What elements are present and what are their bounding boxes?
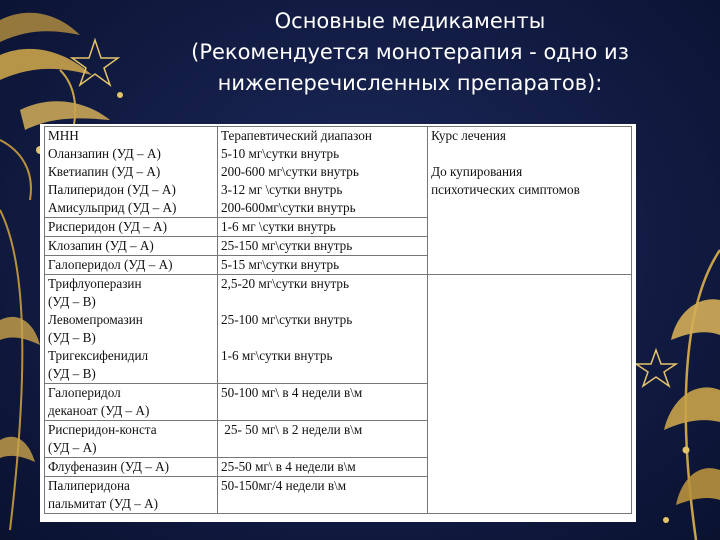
course-cell-empty xyxy=(428,275,632,514)
drug-name-cell xyxy=(45,477,218,514)
floral-ornament-left-stem xyxy=(0,200,45,540)
dose-text: 200-600мг\сутки внутрь xyxy=(221,200,356,215)
dose-text: 2,5-20 мг\сутки внутрь xyxy=(221,276,349,291)
medication-table xyxy=(44,126,632,514)
floral-ornament-bottom-right xyxy=(636,240,720,540)
drug-name: Палиперидон (УД – А) xyxy=(48,182,176,197)
header-course: Курс лечения xyxy=(431,128,506,143)
course-cell xyxy=(428,127,632,275)
drug-names-cell xyxy=(45,127,218,218)
course-text-line-2: психотических симптомов xyxy=(431,182,580,197)
dose-text: 25-150 мг\сутки внутрь xyxy=(218,237,428,256)
dose-text: 50-150мг/4 недели в\м xyxy=(218,477,428,514)
dose-text: 3-12 мг \сутки внутрь xyxy=(221,182,343,197)
dose-text: 1-6 мг\сутки внутрь xyxy=(221,348,333,363)
title-line-1: Основные медикаменты xyxy=(274,9,546,33)
drug-name: Амисульприд (УД – А) xyxy=(48,200,177,215)
dose-text: 1-6 мг \сутки внутрь xyxy=(218,218,428,237)
drug-name: деканоат (УД – А) xyxy=(48,403,150,418)
title-line-2: (Рекомендуется монотерапия - одно из xyxy=(191,40,629,64)
dose-text: 25-50 мг\ в 4 недели в\м xyxy=(218,458,428,477)
drug-name: Рисперидон-конста xyxy=(48,422,157,437)
dose-cell xyxy=(218,127,428,218)
drug-name: (УД – А) xyxy=(48,440,97,455)
dose-text: 5-10 мг\сутки внутрь xyxy=(221,146,340,161)
drug-name: Левомепромазин xyxy=(48,312,143,327)
drug-name-cell xyxy=(45,384,218,421)
drug-names-cell xyxy=(45,275,218,384)
drug-name: Галоперидол xyxy=(48,385,121,400)
slide-title xyxy=(130,6,690,99)
dose-text: 25-100 мг\сутки внутрь xyxy=(221,312,353,327)
drug-name-cell xyxy=(45,421,218,458)
medication-table-sheet xyxy=(40,124,636,522)
dose-text: 5-15 мг\сутки внутрь xyxy=(218,256,428,275)
table-row-oral-block xyxy=(45,275,632,384)
dose-cell xyxy=(218,275,428,384)
drug-name: Тригексифенидил xyxy=(48,348,149,363)
drug-name: (УД – В) xyxy=(48,366,96,381)
drug-name: Клозапин (УД – А) xyxy=(45,237,218,256)
drug-name: пальмитат (УД – А) xyxy=(48,496,159,511)
dose-text: 200-600 мг\сутки внутрь xyxy=(221,164,359,179)
drug-name: Оланзапин (УД – А) xyxy=(48,146,161,161)
dose-text: 50-100 мг\ в 4 недели в\м xyxy=(218,384,428,421)
header-therapeutic-range: Терапевтический диапазон xyxy=(221,128,372,143)
drug-name: Кветиапин (УД – А) xyxy=(48,164,161,179)
title-line-3: нижеперечисленных препаратов): xyxy=(217,71,603,95)
drug-name: (УД – В) xyxy=(48,294,96,309)
header-inn: МНН xyxy=(48,128,79,143)
drug-name: (УД – В) xyxy=(48,330,96,345)
table-row-group1 xyxy=(45,127,632,218)
drug-name: Рисперидон (УД – А) xyxy=(45,218,218,237)
course-text-line-1: До купирования xyxy=(431,164,523,179)
drug-name: Флуфеназин (УД – А) xyxy=(45,458,218,477)
dose-text: 25- 50 мг\ в 2 недели в\м xyxy=(218,421,428,458)
drug-name: Галоперидол (УД – А) xyxy=(45,256,218,275)
drug-name: Трифлуоперазин xyxy=(48,276,142,291)
drug-name: Палиперидона xyxy=(48,478,130,493)
